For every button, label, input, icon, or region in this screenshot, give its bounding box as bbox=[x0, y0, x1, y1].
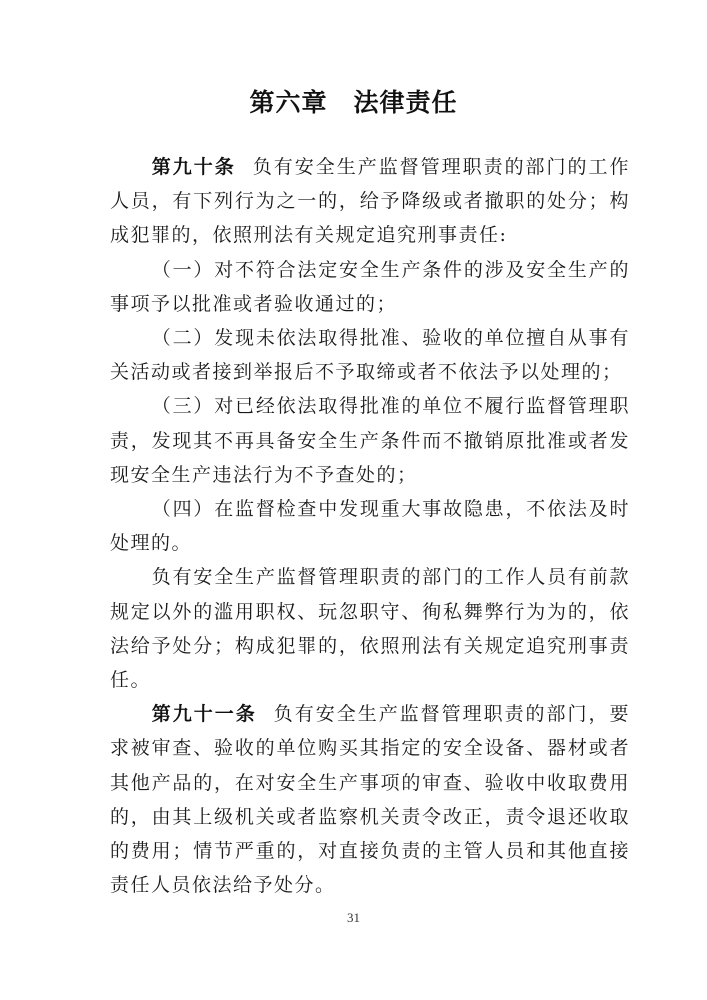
article-91-text: 负有安全生产监督管理职责的部门，要求被审查、验收的单位购买其指定的安全设备、器材或者其他产品的，在对安全生产事项的审查、验收中收取费用的，由其上级机关或者监察机关责令改正，责令退还收取的费用；情节严重的，对直接负责的主管人员和其他直接责任人员依法给予处分。 bbox=[110, 703, 630, 897]
article-90-closing: 负有安全生产监督管理职责的部门的工作人员有前款规定以外的滥用职权、玩忽职守、徇私舞弊行为为的，依法给予处分；构成犯罪的，依照刑法有关规定追究刑事责任。 bbox=[110, 566, 630, 692]
article-90-item-3: （三）对已经依法取得批准的单位不履行监督管理职责，发现其不再具备安全生产条件而不撤销原批准或者发现安全生产违法行为不予查处的； bbox=[110, 395, 630, 486]
article-91 bbox=[110, 697, 630, 902]
article-90-item-2: （二）发现未依法取得批准、验收的单位擅自从事有关活动或者接到举报后不予取缔或者不依法予以处理的； bbox=[110, 327, 630, 384]
article-90-intro-text: 负有安全生产监督管理职责的部门的工作人员，有下列行为之一的，给予降级或者撤职的处分；构成犯罪的，依照刑法有关规定追究刑事责任: bbox=[110, 156, 630, 247]
page-number: 31 bbox=[347, 910, 360, 925]
document-body bbox=[110, 150, 630, 902]
article-91-label: 第九十一条 bbox=[151, 703, 257, 726]
chapter-title: 第六章 法律责任 bbox=[249, 88, 458, 117]
article-90-label: 第九十条 bbox=[151, 156, 236, 178]
article-90-intro bbox=[110, 150, 630, 253]
article-90-item-4: （四）在监督检查中发现重大事故隐患，不依法及时处理的。 bbox=[110, 498, 630, 555]
article-90-item-1: （一）对不符合法定安全生产条件的涉及安全生产的事项予以批准或者验收通过的； bbox=[110, 258, 630, 315]
